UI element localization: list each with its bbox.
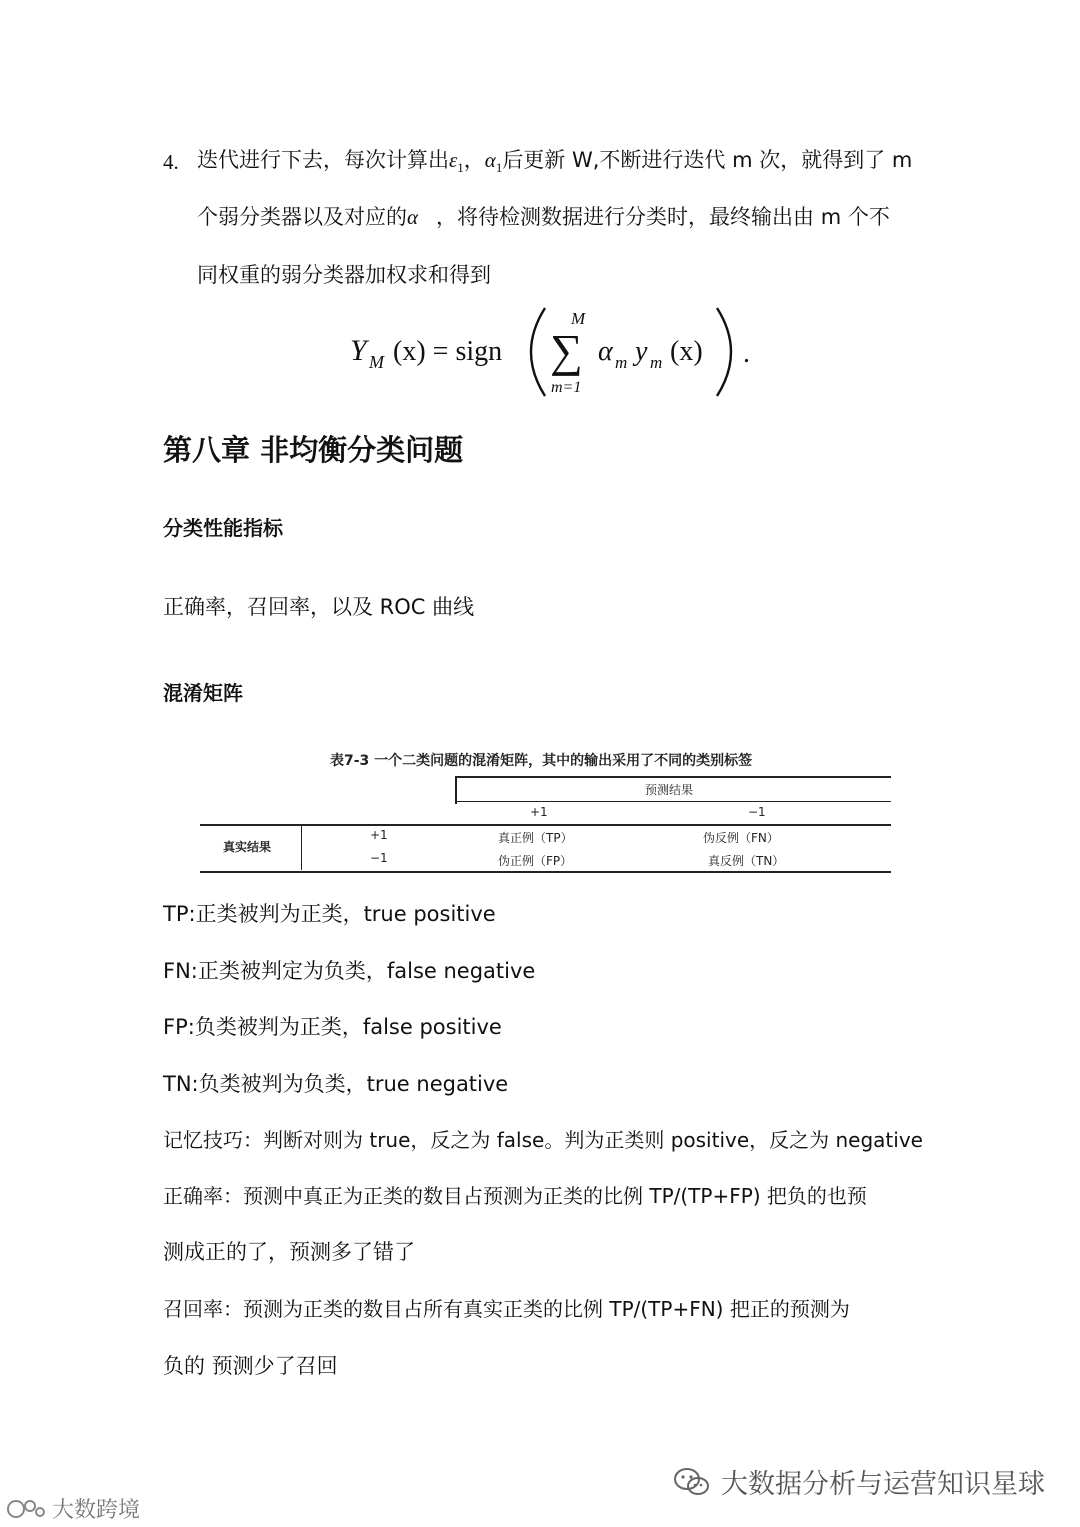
- actual-header: 真实结果: [223, 840, 272, 854]
- cell-fp: 伪正例（FP）: [498, 854, 573, 868]
- line1-suffix: 后更新 W,不断进行迭代 m 次，就得到了 m: [502, 148, 913, 172]
- cell-fn: 伪反例（FN）: [703, 831, 779, 845]
- sum-bottom: m=1: [551, 379, 582, 396]
- formula-end: .: [743, 338, 750, 369]
- metrics-text: 正确率，召回率，以及 ROC 曲线: [163, 595, 475, 619]
- list-item-line-1: [197, 146, 912, 182]
- formula-y: y: [635, 336, 648, 367]
- section-title-confusion: 混淆矩阵: [163, 681, 243, 705]
- sum-top: M: [571, 309, 586, 328]
- table-caption: 表7-3 一个二类问题的混淆矩阵，其中的输出采用了不同的类别标签: [330, 753, 753, 769]
- pred-pos-label: +1: [530, 805, 548, 819]
- formula-lhs-sub: M: [369, 352, 384, 372]
- recall-line-1: 召回率：预测为正类的数目占所有真实正类的比例 TP/(TP+FN) 把正的预测为: [163, 1297, 850, 1321]
- alpha-symbol-2: α: [407, 205, 419, 229]
- watermark-left: [6, 1493, 140, 1524]
- formula-alpha: α: [598, 336, 613, 367]
- epsilon-subscript: 1: [457, 160, 464, 176]
- wechat-icon: [673, 1466, 711, 1498]
- section-title-metrics: 分类性能指标: [163, 516, 283, 540]
- brand-logo-icon: [6, 1496, 46, 1522]
- line2-prefix: 个弱分类器以及对应的: [197, 205, 407, 229]
- cell-tp: 真正例（TP）: [498, 831, 573, 845]
- formula-arg: (x) = sign: [393, 336, 503, 367]
- left-paren: [531, 308, 545, 396]
- alpha-subscript: 1: [495, 160, 503, 176]
- alpha-symbol: α: [484, 148, 496, 172]
- chapter-title: 第八章 非均衡分类问题: [163, 433, 464, 467]
- row-header-vline: [301, 824, 302, 870]
- watermark-right-text: 大数据分析与运营知识星球: [721, 1469, 1045, 1500]
- line2-suffix: ，将待检测数据进行分类时，最终输出由 m 个不: [436, 205, 890, 229]
- recall-line-2: 负的 预测少了召回: [163, 1354, 338, 1378]
- formula-alpha-sub: m: [615, 353, 628, 372]
- right-paren: [717, 308, 731, 396]
- list-item-line-3: 同权重的弱分类器加权求和得到: [197, 263, 491, 287]
- definition-tp: TP:正类被判为正类，true positive: [163, 902, 496, 926]
- cell-tn: 真反例（TN）: [708, 854, 785, 868]
- act-neg-label: −1: [370, 851, 388, 865]
- adaboost-formula: [345, 300, 765, 405]
- bottom-rule: [200, 871, 891, 873]
- mid-rule: [200, 824, 891, 826]
- act-pos-label: +1: [370, 828, 388, 842]
- epsilon-symbol: ε: [449, 148, 458, 172]
- confusion-matrix-figure: [195, 748, 895, 883]
- pred-neg-label: −1: [748, 805, 766, 819]
- header-rule: [457, 801, 891, 802]
- predicted-header: 预测结果: [645, 783, 694, 797]
- precision-line-1: 正确率：预测中真正为正类的数目占预测为正类的比例 TP/(TP+FP) 把负的也预: [163, 1184, 867, 1208]
- formula-y-sub: m: [650, 353, 663, 372]
- comma: ，: [463, 148, 485, 172]
- memory-tip: 记忆技巧：判断对则为 true，反之为 false。判为正类则 positive，反之为 negative: [163, 1128, 923, 1152]
- header-vline: [455, 776, 457, 804]
- sigma-symbol: ∑: [550, 325, 583, 376]
- definition-fp: FP:负类被判为正类，false positive: [163, 1015, 502, 1039]
- formula-lhs: Y: [350, 334, 367, 367]
- definition-fn: FN:正类被判定为负类，false negative: [163, 959, 536, 983]
- top-rule: [455, 776, 891, 778]
- definition-tn: TN:负类被判为负类，true negative: [163, 1072, 509, 1096]
- list-item-line-2: [197, 203, 890, 231]
- precision-line-2: 测成正的了，预测多了错了: [163, 1240, 415, 1264]
- watermark-right: [673, 1462, 1045, 1501]
- line1-prefix: 迭代进行下去，每次计算出: [197, 148, 449, 172]
- formula-body-arg: (x): [670, 336, 703, 367]
- watermark-left-text: 大数跨境: [52, 1498, 141, 1523]
- list-number: 4.: [163, 150, 179, 174]
